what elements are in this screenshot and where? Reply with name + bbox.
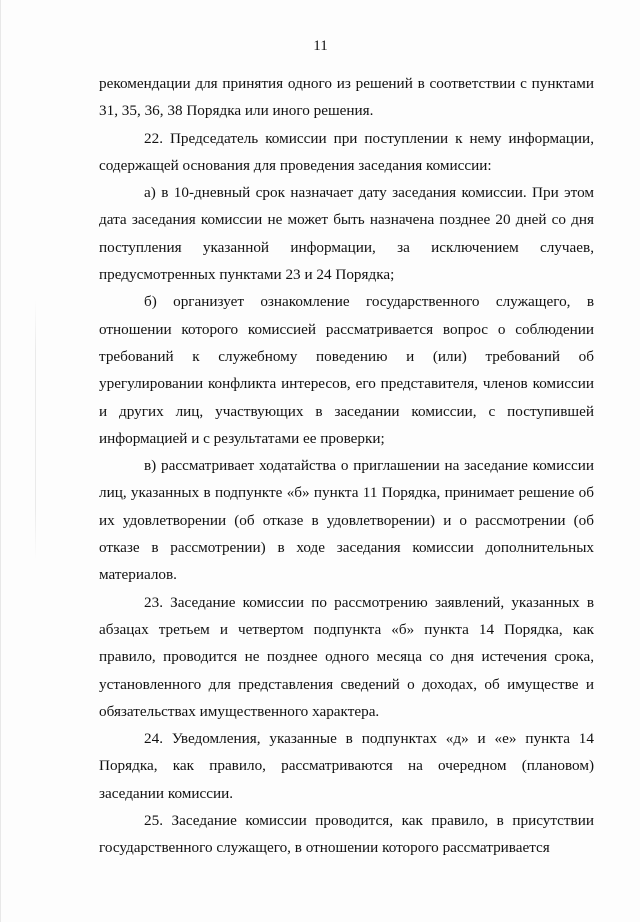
document-body [99,70,594,862]
paragraph-22-v: в) рассматривает ходатайства о приглашении на заседание комиссии лиц, указанных в подпункте «б» пункта 11 Порядка, принимает решение об их удовлетворении (об отказе в удовлетворении) и о рассмотрении (об отказе в рассмотрении) в ходе заседания комиссии дополнительных материалов. [99,457,594,584]
paragraph-23: 23. Заседание комиссии по рассмотрению заявлений, указанных в абзацах третьем и четвертом подпункта «б» пункта 14 Порядка, как правило, проводится не позднее одного месяца со дня истечения срока, установленного для представления сведений о доходах, об имуществе и обязательствах имущественного характера. [99,593,594,720]
paragraph-22-a: а) в 10-дневный срок назначает дату заседания комиссии. При этом дата заседания комиссии не может быть назначена позднее 20 дней со дня поступления указанной информации, за исключением случаев, предусмотренных пунктами 23 и 24 Порядка; [99,184,594,284]
scan-edge-mark [35,300,36,560]
paragraph-25: 25. Заседание комиссии проводится, как правило, в присутствии государственного служащего, в отношении которого рассматривается [99,812,594,857]
paragraph-22: 22. Председатель комиссии при поступлении к нему информации, содержащей основания для проведения заседания комиссии: [99,129,594,174]
paragraph-continuation: рекомендации для принятия одного из решений в соответствии с пунктами 31, 35, 36, 38 Порядка или иного решения. [99,75,594,120]
paragraph-24: 24. Уведомления, указанные в подпунктах «д» и «е» пункта 14 Порядка, как правило, рассматриваются на очередном (плановом) заседании комиссии. [99,730,594,802]
page-number: 11 [313,38,328,54]
paragraph-22-b: б) организует ознакомление государственного служащего, в отношении которого комиссией рассматривается вопрос о соблюдении требований к служебному поведению и (или) требований об урегулировании конфликта интересов, его представителя, членов комиссии и других лиц, участвующих в заседании комиссии, с поступившей информацией и с результатами ее проверки; [99,293,594,447]
